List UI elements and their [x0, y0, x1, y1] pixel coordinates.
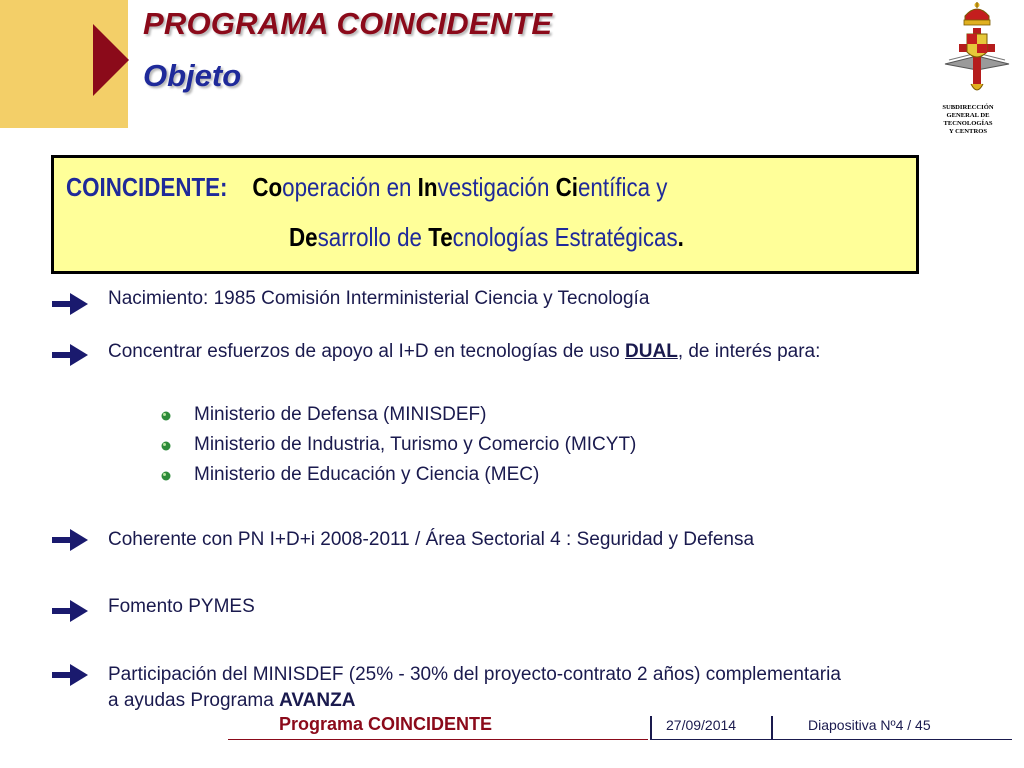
acronym-letters: In [417, 172, 438, 202]
arrow-right-icon [52, 344, 88, 366]
title-triangle-icon [93, 24, 129, 96]
bullet-dot-icon [160, 440, 172, 452]
bullet-text: Fomento PYMES [108, 596, 255, 617]
definition-box [51, 155, 919, 274]
acronym-word: cnologías Estratégicas [452, 222, 678, 252]
bullet-text-part: , de interés para: [677, 341, 821, 362]
footer-divider [650, 716, 652, 740]
acronym-letters: Co [252, 172, 283, 202]
acronym-word: vestigación [437, 172, 556, 202]
footer-rule [228, 739, 648, 740]
sub-item-text: Ministerio de Industria, Turismo y Comercio (MICYT) [194, 434, 637, 455]
caption-line: Y CENTROS [948, 128, 988, 135]
slide-title: PROGRAMA COINCIDENTE [143, 6, 553, 41]
acronym-word: sarrollo de [317, 222, 429, 252]
dual-keyword: DUAL [625, 341, 678, 362]
definition-line-1 [66, 172, 667, 203]
bullet-text-part: a ayudas Programa [108, 690, 280, 711]
acronym-word: entífica y [577, 172, 668, 202]
sub-item-text: Ministerio de Educación y Ciencia (MEC) [194, 464, 540, 485]
caption-line: SUBDIRECCIÓN [942, 104, 994, 111]
footer-divider [771, 716, 773, 740]
acronym-letters: Ci [555, 172, 578, 202]
emblem-caption [920, 104, 1016, 136]
caption-line: TECNOLOGÍAS [943, 120, 993, 127]
avanza-keyword: AVANZA [279, 690, 356, 711]
arrow-right-icon [52, 664, 88, 686]
arrow-right-icon [52, 293, 88, 315]
footer-date: 27/09/2014 [666, 717, 737, 733]
bullet-text: Coherente con PN I+D+i 2008-2011 / Área Sectorial 4 : Seguridad y Defensa [108, 529, 755, 550]
bullet-dot-icon [160, 470, 172, 482]
acronym-letters: De [289, 222, 318, 252]
footer-rule [650, 739, 1012, 740]
bullet-text-part: Concentrar esfuerzos de apoyo al I+D en tecnologías de uso [108, 341, 626, 362]
arrow-right-icon [52, 600, 88, 622]
bullet-text: Participación del MINISDEF (25% - 30% del proyecto-contrato 2 años) complementaria [108, 664, 841, 685]
slide-subtitle: Objeto [143, 58, 242, 93]
footer-program-title: Programa COINCIDENTE [279, 714, 493, 734]
military-crest-icon [935, 0, 1019, 98]
bullet-text: Nacimiento: 1985 Comisión Interministerial Ciencia y Tecnología [108, 288, 650, 309]
definition-label: COINCIDENTE: [66, 172, 228, 202]
arrow-right-icon [52, 529, 88, 551]
bullet-text [108, 341, 820, 363]
acronym-letters: . [677, 222, 684, 252]
bullet-dot-icon [160, 410, 172, 422]
definition-line-2 [289, 222, 684, 253]
acronym-letters: Te [428, 222, 453, 252]
footer-slide-number: Diapositiva Nº4 / 45 [808, 717, 931, 733]
sub-item-text: Ministerio de Defensa (MINISDEF) [194, 404, 487, 425]
caption-line: GENERAL DE [946, 112, 990, 119]
acronym-word: operación en [282, 172, 418, 202]
bullet-text-continued [108, 690, 355, 712]
